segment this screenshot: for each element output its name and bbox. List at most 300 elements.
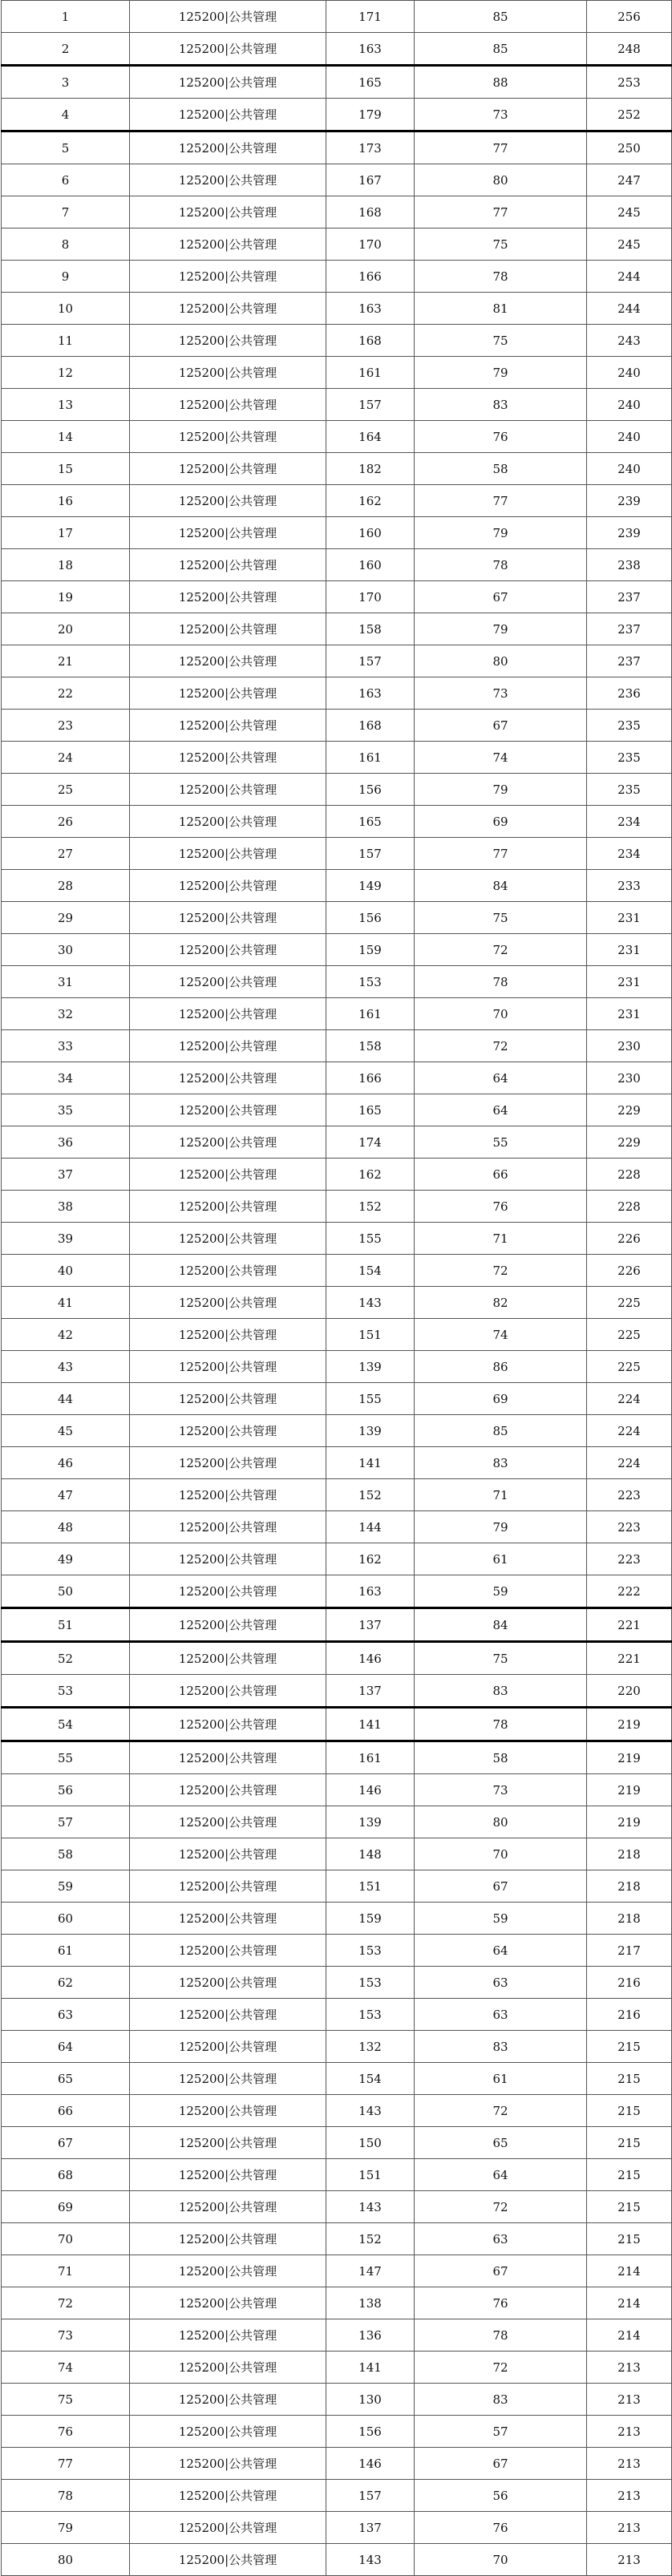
rank-cell: 72 — [2, 2287, 130, 2319]
rank-cell: 39 — [2, 1223, 130, 1255]
score2-cell: 66 — [415, 1159, 587, 1191]
total-cell: 224 — [587, 1383, 672, 1415]
table-row — [2, 196, 672, 228]
major-cell: 125200|公共管理 — [130, 1741, 326, 1774]
score1-cell: 139 — [326, 1415, 415, 1447]
total-cell: 218 — [587, 1838, 672, 1870]
rank-cell: 10 — [2, 293, 130, 325]
score1-cell: 154 — [326, 2063, 415, 2095]
score2-cell: 88 — [415, 66, 587, 99]
score1-cell: 161 — [326, 357, 415, 389]
major-cell: 125200|公共管理 — [130, 1287, 326, 1319]
total-cell: 231 — [587, 934, 672, 966]
major-cell: 125200|公共管理 — [130, 2416, 326, 2448]
score2-cell: 73 — [415, 1774, 587, 1806]
table-row — [2, 99, 672, 131]
score1-cell: 173 — [326, 131, 415, 164]
rank-cell: 23 — [2, 710, 130, 742]
rank-cell: 12 — [2, 357, 130, 389]
major-cell: 125200|公共管理 — [130, 2063, 326, 2095]
table-row — [2, 2416, 672, 2448]
table-row — [2, 2063, 672, 2095]
total-cell: 237 — [587, 645, 672, 677]
total-cell: 223 — [587, 1511, 672, 1543]
score1-cell: 139 — [326, 1351, 415, 1383]
score-table — [1, 0, 672, 2576]
score1-cell: 137 — [326, 2512, 415, 2544]
score1-cell: 170 — [326, 581, 415, 613]
total-cell: 240 — [587, 421, 672, 453]
score1-cell: 162 — [326, 485, 415, 517]
score2-cell: 78 — [415, 966, 587, 998]
rank-cell: 22 — [2, 677, 130, 710]
total-cell: 225 — [587, 1351, 672, 1383]
score1-cell: 168 — [326, 710, 415, 742]
major-cell: 125200|公共管理 — [130, 710, 326, 742]
total-cell: 256 — [587, 1, 672, 33]
major-cell: 125200|公共管理 — [130, 2159, 326, 2191]
score1-cell: 156 — [326, 2416, 415, 2448]
score1-cell: 153 — [326, 966, 415, 998]
table-row — [2, 1903, 672, 1935]
rank-cell: 28 — [2, 870, 130, 902]
major-cell: 125200|公共管理 — [130, 1030, 326, 1062]
major-cell: 125200|公共管理 — [130, 66, 326, 99]
score2-cell: 55 — [415, 1126, 587, 1159]
table-row — [2, 1838, 672, 1870]
total-cell: 215 — [587, 2223, 672, 2255]
total-cell: 222 — [587, 1575, 672, 1608]
score2-cell: 72 — [415, 1030, 587, 1062]
score2-cell: 82 — [415, 1287, 587, 1319]
score2-cell: 83 — [415, 2384, 587, 2416]
score2-cell: 64 — [415, 1935, 587, 1967]
rank-cell: 16 — [2, 485, 130, 517]
total-cell: 223 — [587, 1479, 672, 1511]
major-cell: 125200|公共管理 — [130, 2095, 326, 2127]
score1-cell: 152 — [326, 2223, 415, 2255]
score1-cell: 158 — [326, 1030, 415, 1062]
score1-cell: 137 — [326, 1675, 415, 1708]
total-cell: 230 — [587, 1030, 672, 1062]
table-row — [2, 1708, 672, 1741]
score2-cell: 78 — [415, 549, 587, 581]
table-row — [2, 870, 672, 902]
total-cell: 223 — [587, 1543, 672, 1575]
score2-cell: 75 — [415, 1642, 587, 1675]
score1-cell: 168 — [326, 196, 415, 228]
total-cell: 215 — [587, 2159, 672, 2191]
rank-cell: 9 — [2, 261, 130, 293]
table-row — [2, 1642, 672, 1675]
score2-cell: 85 — [415, 33, 587, 66]
score1-cell: 179 — [326, 99, 415, 131]
rank-cell: 14 — [2, 421, 130, 453]
major-cell: 125200|公共管理 — [130, 1774, 326, 1806]
score2-cell: 77 — [415, 485, 587, 517]
total-cell: 239 — [587, 517, 672, 549]
table-row — [2, 1319, 672, 1351]
score1-cell: 144 — [326, 1511, 415, 1543]
major-cell: 125200|公共管理 — [130, 1479, 326, 1511]
table-row — [2, 33, 672, 66]
table-row — [2, 228, 672, 261]
score1-cell: 152 — [326, 1191, 415, 1223]
total-cell: 240 — [587, 389, 672, 421]
major-cell: 125200|公共管理 — [130, 2223, 326, 2255]
score1-cell: 155 — [326, 1223, 415, 1255]
total-cell: 218 — [587, 1870, 672, 1903]
table-row — [2, 2223, 672, 2255]
rank-cell: 13 — [2, 389, 130, 421]
score2-cell: 76 — [415, 421, 587, 453]
rank-cell: 25 — [2, 774, 130, 806]
score2-cell: 61 — [415, 1543, 587, 1575]
total-cell: 243 — [587, 325, 672, 357]
rank-cell: 19 — [2, 581, 130, 613]
total-cell: 216 — [587, 1999, 672, 2031]
score2-cell: 77 — [415, 838, 587, 870]
score1-cell: 143 — [326, 2095, 415, 2127]
score2-cell: 71 — [415, 1479, 587, 1511]
major-cell: 125200|公共管理 — [130, 1062, 326, 1094]
score2-cell: 83 — [415, 1675, 587, 1708]
rank-cell: 4 — [2, 99, 130, 131]
total-cell: 215 — [587, 2127, 672, 2159]
table-row — [2, 1608, 672, 1642]
rank-cell: 75 — [2, 2384, 130, 2416]
score2-cell: 72 — [415, 2095, 587, 2127]
score2-cell: 56 — [415, 2480, 587, 2512]
rank-cell: 79 — [2, 2512, 130, 2544]
score2-cell: 69 — [415, 806, 587, 838]
total-cell: 225 — [587, 1319, 672, 1351]
table-row — [2, 389, 672, 421]
total-cell: 214 — [587, 2287, 672, 2319]
score2-cell: 73 — [415, 677, 587, 710]
total-cell: 219 — [587, 1708, 672, 1741]
score1-cell: 160 — [326, 517, 415, 549]
total-cell: 225 — [587, 1287, 672, 1319]
score2-cell: 79 — [415, 774, 587, 806]
total-cell: 236 — [587, 677, 672, 710]
rank-cell: 29 — [2, 902, 130, 934]
score2-cell: 85 — [415, 1415, 587, 1447]
score2-cell: 75 — [415, 228, 587, 261]
score2-cell: 80 — [415, 164, 587, 196]
table-row — [2, 1159, 672, 1191]
major-cell: 125200|公共管理 — [130, 1319, 326, 1351]
table-row — [2, 1741, 672, 1774]
major-cell: 125200|公共管理 — [130, 870, 326, 902]
score2-cell: 70 — [415, 1838, 587, 1870]
rank-cell: 62 — [2, 1967, 130, 1999]
major-cell: 125200|公共管理 — [130, 1675, 326, 1708]
score2-cell: 75 — [415, 902, 587, 934]
total-cell: 244 — [587, 261, 672, 293]
major-cell: 125200|公共管理 — [130, 1415, 326, 1447]
score2-cell: 67 — [415, 1870, 587, 1903]
rank-cell: 15 — [2, 453, 130, 485]
total-cell: 244 — [587, 293, 672, 325]
score1-cell: 154 — [326, 1255, 415, 1287]
total-cell: 235 — [587, 742, 672, 774]
score1-cell: 146 — [326, 1774, 415, 1806]
table-row — [2, 645, 672, 677]
table-row — [2, 1126, 672, 1159]
table-row — [2, 2287, 672, 2319]
score1-cell: 156 — [326, 902, 415, 934]
score2-cell: 77 — [415, 196, 587, 228]
rank-cell: 41 — [2, 1287, 130, 1319]
score2-cell: 67 — [415, 2255, 587, 2287]
score1-cell: 168 — [326, 325, 415, 357]
table-row — [2, 2319, 672, 2352]
rank-cell: 65 — [2, 2063, 130, 2095]
table-row — [2, 1999, 672, 2031]
rank-cell: 42 — [2, 1319, 130, 1351]
major-cell: 125200|公共管理 — [130, 293, 326, 325]
table-row — [2, 1575, 672, 1608]
rank-cell: 48 — [2, 1511, 130, 1543]
score1-cell: 146 — [326, 1642, 415, 1675]
score2-cell: 63 — [415, 2223, 587, 2255]
score2-cell: 83 — [415, 2031, 587, 2063]
score1-cell: 141 — [326, 2352, 415, 2384]
rank-cell: 31 — [2, 966, 130, 998]
score1-cell: 141 — [326, 1447, 415, 1479]
total-cell: 213 — [587, 2416, 672, 2448]
rank-cell: 57 — [2, 1806, 130, 1838]
total-cell: 235 — [587, 710, 672, 742]
table-row — [2, 164, 672, 196]
score2-cell: 59 — [415, 1903, 587, 1935]
score2-cell: 65 — [415, 2127, 587, 2159]
major-cell: 125200|公共管理 — [130, 2287, 326, 2319]
table-row — [2, 1287, 672, 1319]
total-cell: 231 — [587, 902, 672, 934]
table-row — [2, 1383, 672, 1415]
rank-cell: 66 — [2, 2095, 130, 2127]
table-row — [2, 902, 672, 934]
total-cell: 215 — [587, 2031, 672, 2063]
table-row — [2, 293, 672, 325]
total-cell: 230 — [587, 1062, 672, 1094]
major-cell: 125200|公共管理 — [130, 2480, 326, 2512]
score2-cell: 64 — [415, 1062, 587, 1094]
score1-cell: 141 — [326, 1708, 415, 1741]
table-row — [2, 1, 672, 33]
rank-cell: 33 — [2, 1030, 130, 1062]
total-cell: 213 — [587, 2544, 672, 2576]
major-cell: 125200|公共管理 — [130, 33, 326, 66]
score1-cell: 143 — [326, 2191, 415, 2223]
major-cell: 125200|公共管理 — [130, 677, 326, 710]
score1-cell: 164 — [326, 421, 415, 453]
major-cell: 125200|公共管理 — [130, 2127, 326, 2159]
rank-cell: 52 — [2, 1642, 130, 1675]
table-row — [2, 357, 672, 389]
rank-cell: 61 — [2, 1935, 130, 1967]
rank-cell: 34 — [2, 1062, 130, 1094]
table-row — [2, 1351, 672, 1383]
score1-cell: 159 — [326, 934, 415, 966]
table-row — [2, 2544, 672, 2576]
score2-cell: 64 — [415, 1094, 587, 1126]
table-row — [2, 485, 672, 517]
major-cell: 125200|公共管理 — [130, 485, 326, 517]
table-row — [2, 261, 672, 293]
rank-cell: 67 — [2, 2127, 130, 2159]
major-cell: 125200|公共管理 — [130, 1935, 326, 1967]
rank-cell: 40 — [2, 1255, 130, 1287]
score2-cell: 63 — [415, 1999, 587, 2031]
rank-cell: 24 — [2, 742, 130, 774]
score1-cell: 157 — [326, 2480, 415, 2512]
score1-cell: 156 — [326, 774, 415, 806]
score2-cell: 63 — [415, 1967, 587, 1999]
score1-cell: 166 — [326, 261, 415, 293]
table-row — [2, 2191, 672, 2223]
rank-cell: 80 — [2, 2544, 130, 2576]
table-row — [2, 1094, 672, 1126]
rank-cell: 37 — [2, 1159, 130, 1191]
table-row — [2, 453, 672, 485]
total-cell: 216 — [587, 1967, 672, 1999]
table-row — [2, 774, 672, 806]
rank-cell: 51 — [2, 1608, 130, 1642]
rank-cell: 38 — [2, 1191, 130, 1223]
score1-cell: 138 — [326, 2287, 415, 2319]
major-cell: 125200|公共管理 — [130, 1870, 326, 1903]
major-cell: 125200|公共管理 — [130, 1511, 326, 1543]
score1-cell: 139 — [326, 1806, 415, 1838]
score1-cell: 171 — [326, 1, 415, 33]
rank-cell: 78 — [2, 2480, 130, 2512]
table-row — [2, 421, 672, 453]
score1-cell: 159 — [326, 1903, 415, 1935]
rank-cell: 50 — [2, 1575, 130, 1608]
total-cell: 213 — [587, 2384, 672, 2416]
score2-cell: 83 — [415, 389, 587, 421]
score1-cell: 149 — [326, 870, 415, 902]
table-row — [2, 1479, 672, 1511]
total-cell: 228 — [587, 1191, 672, 1223]
major-cell: 125200|公共管理 — [130, 1, 326, 33]
total-cell: 224 — [587, 1447, 672, 1479]
score2-cell: 72 — [415, 1255, 587, 1287]
score2-cell: 79 — [415, 357, 587, 389]
major-cell: 125200|公共管理 — [130, 1838, 326, 1870]
total-cell: 229 — [587, 1126, 672, 1159]
major-cell: 125200|公共管理 — [130, 325, 326, 357]
total-cell: 214 — [587, 2319, 672, 2352]
rank-cell: 3 — [2, 66, 130, 99]
table-row — [2, 966, 672, 998]
score1-cell: 165 — [326, 66, 415, 99]
score-table-body — [2, 1, 672, 2576]
rank-cell: 69 — [2, 2191, 130, 2223]
major-cell: 125200|公共管理 — [130, 517, 326, 549]
score2-cell: 74 — [415, 742, 587, 774]
rank-cell: 46 — [2, 1447, 130, 1479]
rank-cell: 76 — [2, 2416, 130, 2448]
major-cell: 125200|公共管理 — [130, 774, 326, 806]
score2-cell: 79 — [415, 613, 587, 645]
score2-cell: 61 — [415, 2063, 587, 2095]
score2-cell: 64 — [415, 2159, 587, 2191]
score2-cell: 71 — [415, 1223, 587, 1255]
table-row — [2, 1774, 672, 1806]
table-row — [2, 66, 672, 99]
rank-cell: 6 — [2, 164, 130, 196]
rank-cell: 68 — [2, 2159, 130, 2191]
score2-cell: 57 — [415, 2416, 587, 2448]
major-cell: 125200|公共管理 — [130, 1159, 326, 1191]
table-row — [2, 1191, 672, 1223]
rank-cell: 59 — [2, 1870, 130, 1903]
table-row — [2, 2512, 672, 2544]
major-cell: 125200|公共管理 — [130, 1383, 326, 1415]
major-cell: 125200|公共管理 — [130, 645, 326, 677]
rank-cell: 49 — [2, 1543, 130, 1575]
major-cell: 125200|公共管理 — [130, 2031, 326, 2063]
major-cell: 125200|公共管理 — [130, 1191, 326, 1223]
rank-cell: 30 — [2, 934, 130, 966]
rank-cell: 58 — [2, 1838, 130, 1870]
total-cell: 215 — [587, 2063, 672, 2095]
major-cell: 125200|公共管理 — [130, 549, 326, 581]
total-cell: 221 — [587, 1642, 672, 1675]
rank-cell: 17 — [2, 517, 130, 549]
total-cell: 240 — [587, 453, 672, 485]
score1-cell: 161 — [326, 998, 415, 1030]
score1-cell: 146 — [326, 2448, 415, 2480]
score1-cell: 143 — [326, 1287, 415, 1319]
score1-cell: 151 — [326, 1870, 415, 1903]
rank-cell: 1 — [2, 1, 130, 33]
total-cell: 252 — [587, 99, 672, 131]
table-row — [2, 1447, 672, 1479]
major-cell: 125200|公共管理 — [130, 2191, 326, 2223]
total-cell: 213 — [587, 2512, 672, 2544]
score2-cell: 78 — [415, 261, 587, 293]
major-cell: 125200|公共管理 — [130, 99, 326, 131]
major-cell: 125200|公共管理 — [130, 2512, 326, 2544]
rank-cell: 71 — [2, 2255, 130, 2287]
score2-cell: 84 — [415, 870, 587, 902]
major-cell: 125200|公共管理 — [130, 966, 326, 998]
score1-cell: 153 — [326, 1935, 415, 1967]
table-row — [2, 677, 672, 710]
total-cell: 240 — [587, 357, 672, 389]
score2-cell: 72 — [415, 2191, 587, 2223]
major-cell: 125200|公共管理 — [130, 2448, 326, 2480]
rank-cell: 55 — [2, 1741, 130, 1774]
total-cell: 234 — [587, 838, 672, 870]
total-cell: 253 — [587, 66, 672, 99]
major-cell: 125200|公共管理 — [130, 2544, 326, 2576]
major-cell: 125200|公共管理 — [130, 1967, 326, 1999]
rank-cell: 74 — [2, 2352, 130, 2384]
total-cell: 231 — [587, 966, 672, 998]
major-cell: 125200|公共管理 — [130, 1223, 326, 1255]
score1-cell: 182 — [326, 453, 415, 485]
major-cell: 125200|公共管理 — [130, 2319, 326, 2352]
score2-cell: 79 — [415, 1511, 587, 1543]
score2-cell: 72 — [415, 2352, 587, 2384]
rank-cell: 2 — [2, 33, 130, 66]
